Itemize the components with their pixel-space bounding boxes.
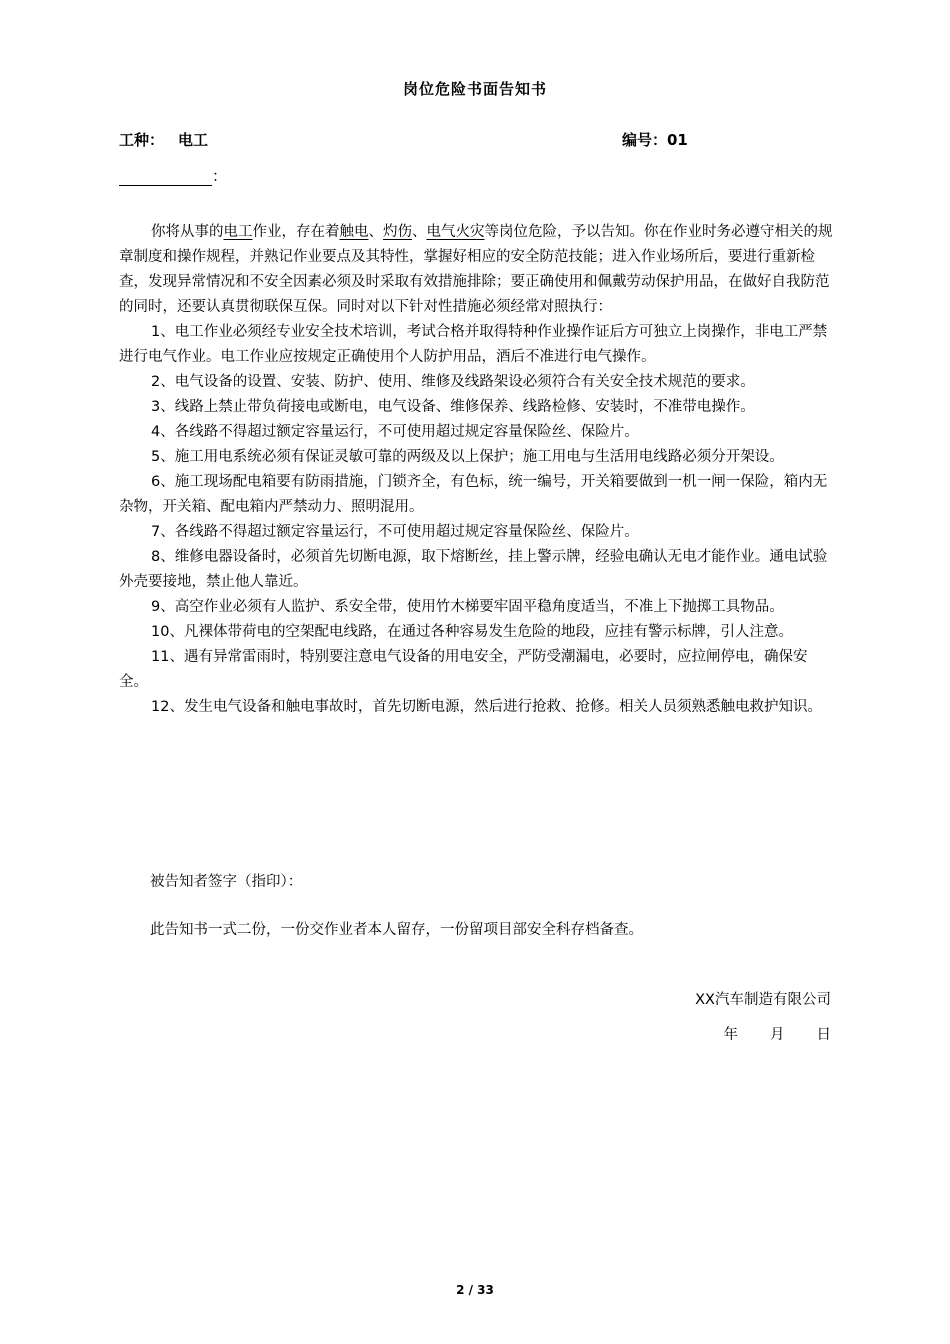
intro-text-1: 你将从事的 [151,224,224,240]
measure-item: 7、各线路不得超过额定容量运行，不可使用超过规定容量保险丝、保险片。 [151,524,639,540]
document-title: 岗位危险书面告知书 [402,80,547,98]
measure-item: 6、施工现场配电箱要有防雨措施，门锁齐全，有色标，统一编号，开关箱要做到一机一闸一保险，箱内无杂物，开关箱、配电箱内严禁动力、照明混用。 [119,474,828,515]
date-month: 月 [770,1027,785,1043]
job-type [119,129,208,150]
measure-item: 2、电气设备的设置、安装、防护、使用、维修及线路架设必须符合有关安全技术规范的要求。 [151,374,755,390]
recipient-line [119,165,227,186]
hazard-sep-2: 、 [412,224,427,240]
recipient-blank [119,170,212,186]
job-type-value: 电工 [178,131,209,149]
document-number: 编号：01 [622,131,688,149]
intro-paragraph [119,220,834,320]
signature-label: 被告知者签字（指印）： [150,874,303,890]
hazard-1: 触电 [339,224,369,240]
date-year: 年 [723,1027,738,1043]
hazard-2: 灼伤 [383,224,412,240]
company-name: XX汽车制造有限公司 [695,992,831,1008]
hazard-3: 电气火灾 [426,224,485,240]
intro-job: 电工 [223,224,253,240]
date-line [692,1023,832,1044]
intro-text-3: 等岗位危险，予以告知。你在作业时务必遵守相关的规章制度和操作规程，并熟记作业要点及其特性，掌握好相应的安全防范技能；进入作业场所后，要进行重新检查，发现异常情况和不安全因素必须及时采取有效措施排除；要正确使用和佩戴劳动保护用品，在做好自我防范的同时，还要认真贯彻联保互保。同时对以下针对性措施必须经常对照执行： [119,224,833,315]
notice-body [119,220,834,720]
hazard-sep-1: 、 [368,224,383,240]
intro-text-2: 作业，存在着 [252,224,340,240]
measure-item: 10、凡裸体带荷电的空架配电线路，在通过各种容易发生危险的地段，应挂有警示标牌，引人注意。 [151,624,793,640]
measure-item: 3、线路上禁止带负荷接电或断电，电气设备、维修保养、线路检修、安装时，不准带电操作。 [151,399,755,415]
measure-item: 9、高空作业必须有人监护、系安全带，使用竹木梯要牢固平稳角度适当，不准上下抛掷工具物品。 [151,599,784,615]
measure-item: 5、施工用电系统必须有保证灵敏可靠的两级及以上保护；施工用电与生活用电线路必须分开架设。 [151,449,784,465]
measure-item: 11、遇有异常雷雨时，特别要注意电气设备的用电安全，严防受潮漏电，必要时，应拉闸停电，确保安全。 [119,649,808,690]
measure-item: 12、发生电气设备和触电事故时，首先切断电源，然后进行抢救、抢修。相关人员须熟悉触电救护知识。 [151,699,822,715]
job-type-label: 工种： [119,131,165,149]
measure-item: 4、各线路不得超过额定容量运行，不可使用超过规定容量保险丝、保险片。 [151,424,639,440]
measure-item: 8、维修电器设备时，必须首先切断电源，取下熔断丝，挂上警示牌，经验电确认无电才能作业。通电试验外壳要接地，禁止他人靠近。 [119,549,828,590]
page-indicator: 2 / 33 [456,1283,494,1297]
measure-item: 1、电工作业必须经专业安全技术培训，考试合格并取得特种作业操作证后方可独立上岗操作，非电工严禁进行电气作业。电工作业应按规定正确使用个人防护用品，酒后不准进行电气操作。 [119,324,828,365]
recipient-colon: ： [212,167,228,185]
date-day: 日 [816,1027,831,1043]
copies-note: 此告知书一式二份，一份交作业者本人留存，一份留项目部安全科存档备查。 [150,922,643,938]
